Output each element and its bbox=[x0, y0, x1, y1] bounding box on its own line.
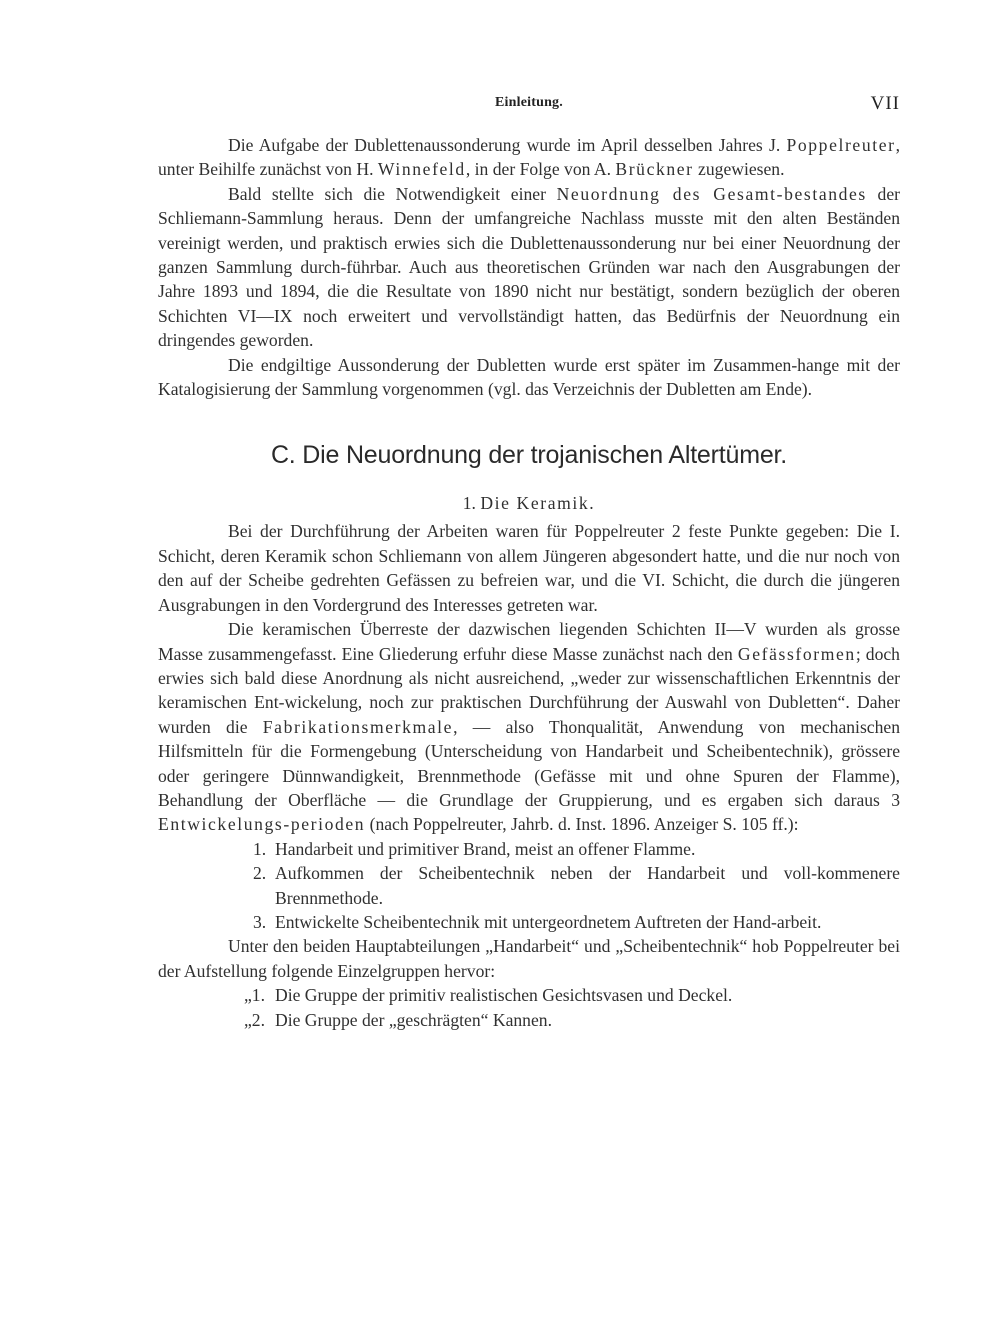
group-list bbox=[158, 983, 900, 1032]
subsection-number: 1. bbox=[462, 493, 476, 514]
period-list bbox=[158, 837, 900, 935]
list-text: Die Gruppe der „geschrägten“ Kannen. bbox=[275, 1009, 552, 1030]
paragraph-text: , — also Thonqualität, Anwendung von mechanischen Hilfsmitteln für die Formengebung (Unterscheidung von Handarbeit und Scheibentechnik), grössere oder geringere Dünnwandigkeit, Brennmethode (Gefässe mit und ohne Spuren der Flamme), Behandlung der Oberfläche — die Grundlage der Gruppierung, und es ergaben sich daraus 3 bbox=[158, 716, 901, 810]
spaced-emphasis: Gefässformen bbox=[737, 643, 856, 664]
page-body bbox=[158, 133, 900, 1032]
body-paragraph bbox=[158, 617, 900, 837]
body-paragraph bbox=[158, 519, 900, 617]
spaced-emphasis: Brückner bbox=[615, 159, 694, 180]
body-paragraph bbox=[158, 133, 900, 182]
running-title: Einleitung. bbox=[495, 95, 563, 110]
paragraph-text: Bei der Durchführung der Arbeiten waren für Poppelreuter 2 feste Punkte gegeben: Die I. Schicht, deren Keramik schon Schliemann von allem Jüngeren abgesondert hatte, und die nur noch von den auf der Scheibe gedrehten Gefässen zu befreien war, und die VI. Schicht, die durch die jüngeren Ausgrabungen in den Vordergrund des Interesses getreten war. bbox=[158, 521, 900, 615]
spaced-emphasis: Winnefeld bbox=[377, 159, 466, 180]
paragraph-text: Die keramischen Überreste der dazwischen liegenden Schichten II—V wurden als grosse Masse zusammengefasst. Eine Gliederung erfuhr diese Masse zunächst nach den bbox=[158, 619, 900, 664]
paragraph-text: Die Aufgabe der Dublettenaussonderung wurde im April desselben Jahres J. bbox=[228, 135, 787, 155]
list-text: Die Gruppe der primitiv realistischen Gesichtsvasen und Deckel. bbox=[275, 985, 733, 1006]
spaced-emphasis: Fabrikationsmerkmale bbox=[262, 716, 454, 737]
subsection-text: Die Keramik. bbox=[480, 493, 596, 514]
subsection-title bbox=[158, 491, 900, 515]
paragraph-text: Bald stellte sich die Notwendigkeit einer bbox=[228, 183, 557, 204]
period-item bbox=[158, 861, 900, 910]
page-number: VII bbox=[870, 93, 900, 114]
body-paragraph bbox=[158, 182, 900, 353]
spaced-emphasis: Poppelreuter bbox=[786, 135, 896, 155]
paragraph-text: ; doch erwies sich bald diese Anordnung als nicht ausreichend, „weder zur wissenschaftlichen Erkenntnis der keramischen Ent-wickelung, noch zur praktischen Durchführung der Auswahl von Dubletten“. Daher wurden die bbox=[158, 643, 900, 737]
keramik-paragraphs bbox=[158, 519, 900, 836]
spaced-emphasis: Neuordnung des Gesamt-bestandes bbox=[556, 183, 867, 204]
group-item bbox=[158, 983, 900, 1007]
intro-paragraphs bbox=[158, 133, 900, 401]
group-item bbox=[158, 1008, 900, 1032]
list-text: Aufkommen der Scheibentechnik neben der Handarbeit und voll-kommenere Brennmethode. bbox=[275, 863, 900, 908]
paragraph-text: der Schliemann-Sammlung heraus. Denn der umfangreiche Nachlass musste mit den alten Beständen vereinigt werden, und praktisch erwies sich die Dublettenaussonderung nur bei einer Neuordnung der ganzen Sammlung durch-führbar. Auch aus theoretischen Gründen war nach den Ausgrabungen der Jahre 1893 und 1894, die die Resultate von 1890 nicht nur bestätigt, sondern bezüglich der oberen Schichten VI—IX noch erweitert und vervollständigt hatten, das Bedürfnis der Neuordnung ein dringendes geworden. bbox=[158, 183, 900, 351]
list-number: „2. bbox=[244, 1009, 266, 1030]
body-paragraph bbox=[158, 353, 900, 402]
closing-paragraph: Unter den beiden Hauptabteilungen „Handarbeit“ und „Scheibentechnik“ hob Poppelreuter bei der Aufstellung folgende Einzelgruppen hervor: bbox=[158, 936, 900, 981]
paragraph-text: (nach Poppelreuter, Jahrb. d. Inst. 1896. Anzeiger S. 105 ff.): bbox=[365, 814, 799, 835]
period-item bbox=[158, 910, 900, 934]
spaced-emphasis: Entwickelungs-perioden bbox=[158, 814, 366, 835]
list-text: Handarbeit und primitiver Brand, meist an offener Flamme. bbox=[275, 838, 696, 859]
paragraph-text: zugewiesen. bbox=[693, 159, 785, 180]
list-number: 1. bbox=[253, 838, 267, 859]
period-item bbox=[158, 837, 900, 861]
list-number: „1. bbox=[244, 985, 266, 1006]
paragraph-text: , in der Folge von A. bbox=[465, 159, 616, 180]
running-head bbox=[158, 93, 900, 117]
list-text: Entwickelte Scheibentechnik mit untergeordnetem Auftreten der Hand-arbeit. bbox=[275, 911, 822, 932]
paragraph-text: Die endgiltige Aussonderung der Dubletten wurde erst später im Zusammen-hange mit der Katalogisierung der Sammlung vorgenommen (vgl. das Verzeichnis der Dubletten am Ende). bbox=[158, 354, 900, 400]
section-title: C. Die Neuordnung der trojanischen Altertümer. bbox=[270, 441, 788, 470]
list-number: 3. bbox=[253, 911, 267, 932]
list-number: 2. bbox=[253, 863, 267, 884]
paragraph-text: , unter Beihilfe zunächst von H. bbox=[158, 135, 900, 180]
